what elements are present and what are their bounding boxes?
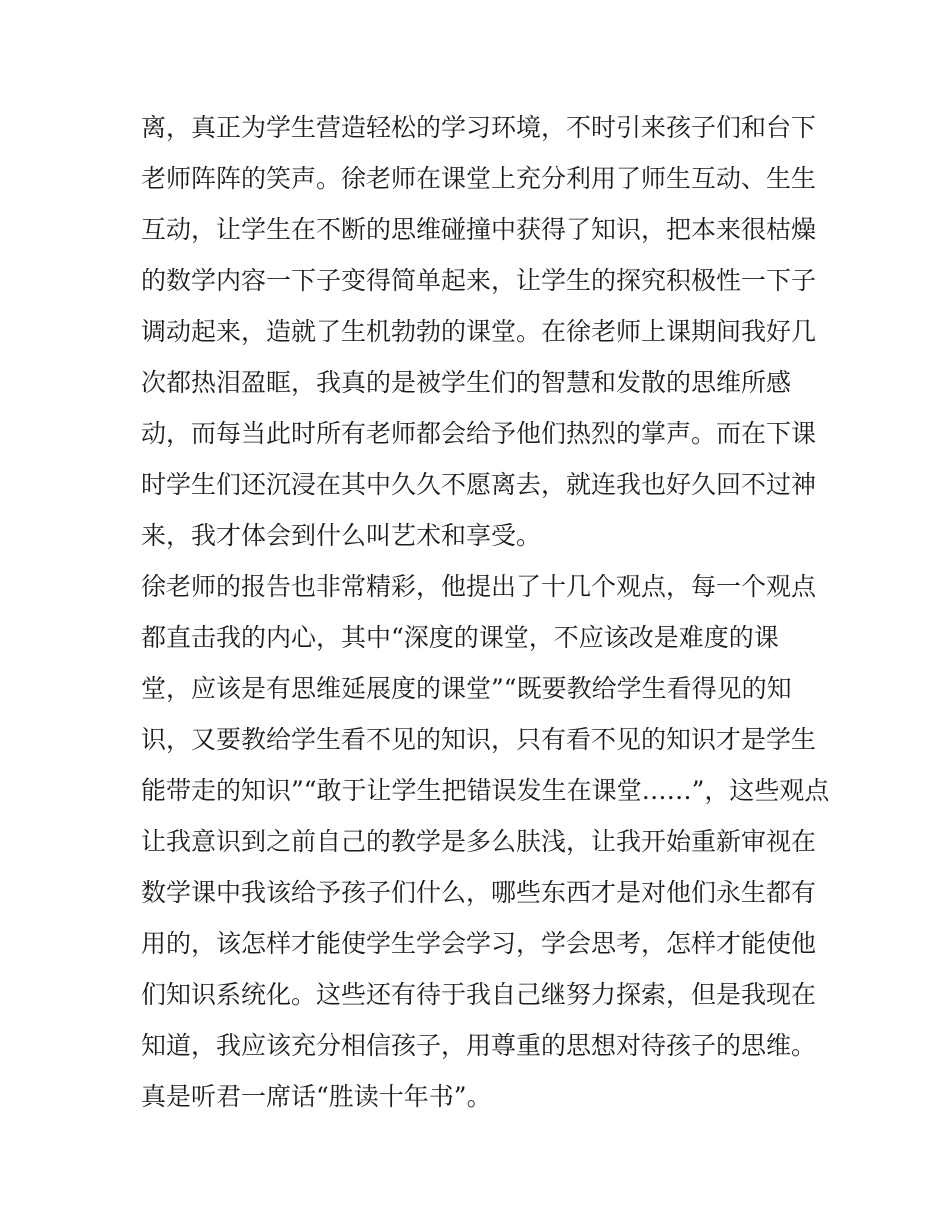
text-line: 能带走的知识”“敢于让学生把错误发生在课堂……”，这些观点 [141,776,830,805]
text-line: 让我意识到之前自己的教学是多么肤浅，让我开始重新审视在 [141,827,817,856]
text-line: 都直击我的内心，其中“深度的课堂，不应该改是难度的课 [141,623,779,652]
text-line: 离，真正为学生营造轻松的学习环境，不时引来孩子们和台下 [141,113,817,142]
text-line: 徐老师的报告也非常精彩，他提出了十几个观点，每一个观点 [141,572,817,601]
text-line: 们知识系统化。这些还有待于我自己继努力探索，但是我现在 [141,980,817,1009]
text-line: 用的，该怎样才能使学生学会学习，学会思考，怎样才能使他 [141,929,817,958]
text-line: 次都热泪盈眶，我真的是被学生们的智慧和发散的思维所感 [141,368,792,397]
text-line: 老师阵阵的笑声。徐老师在课堂上充分利用了师生互动、生生 [141,164,817,193]
text-line: 互动，让学生在不断的思维碰撞中获得了知识，把本来很枯燥 [141,215,817,244]
text-line: 识，又要教给学生看不见的知识，只有看不见的知识才是学生 [141,725,817,754]
text-line: 知道，我应该充分相信孩子，用尊重的思想对待孩子的思维。 [141,1031,817,1060]
text-line: 调动起来，造就了生机勃勃的课堂。在徐老师上课期间我好几 [141,317,817,346]
body-text [141,102,830,1122]
text-line: 动，而每当此时所有老师都会给予他们热烈的掌声。而在下课 [141,419,817,448]
text-line: 堂，应该是有思维延展度的课堂”“既要教给学生看得见的知 [141,674,792,703]
text-line: 来，我才体会到什么叫艺术和享受。 [141,521,542,550]
text-line: 的数学内容一下子变得简单起来，让学生的探究积极性一下子 [141,266,817,295]
text-line: 时学生们还沉浸在其中久久不愿离去，就连我也好久回不过神 [141,470,817,499]
text-line: 数学课中我该给予孩子们什么，哪些东西才是对他们永生都有 [141,878,817,907]
text-line: 真是听君一席话“胜读十年书”。 [141,1082,492,1111]
